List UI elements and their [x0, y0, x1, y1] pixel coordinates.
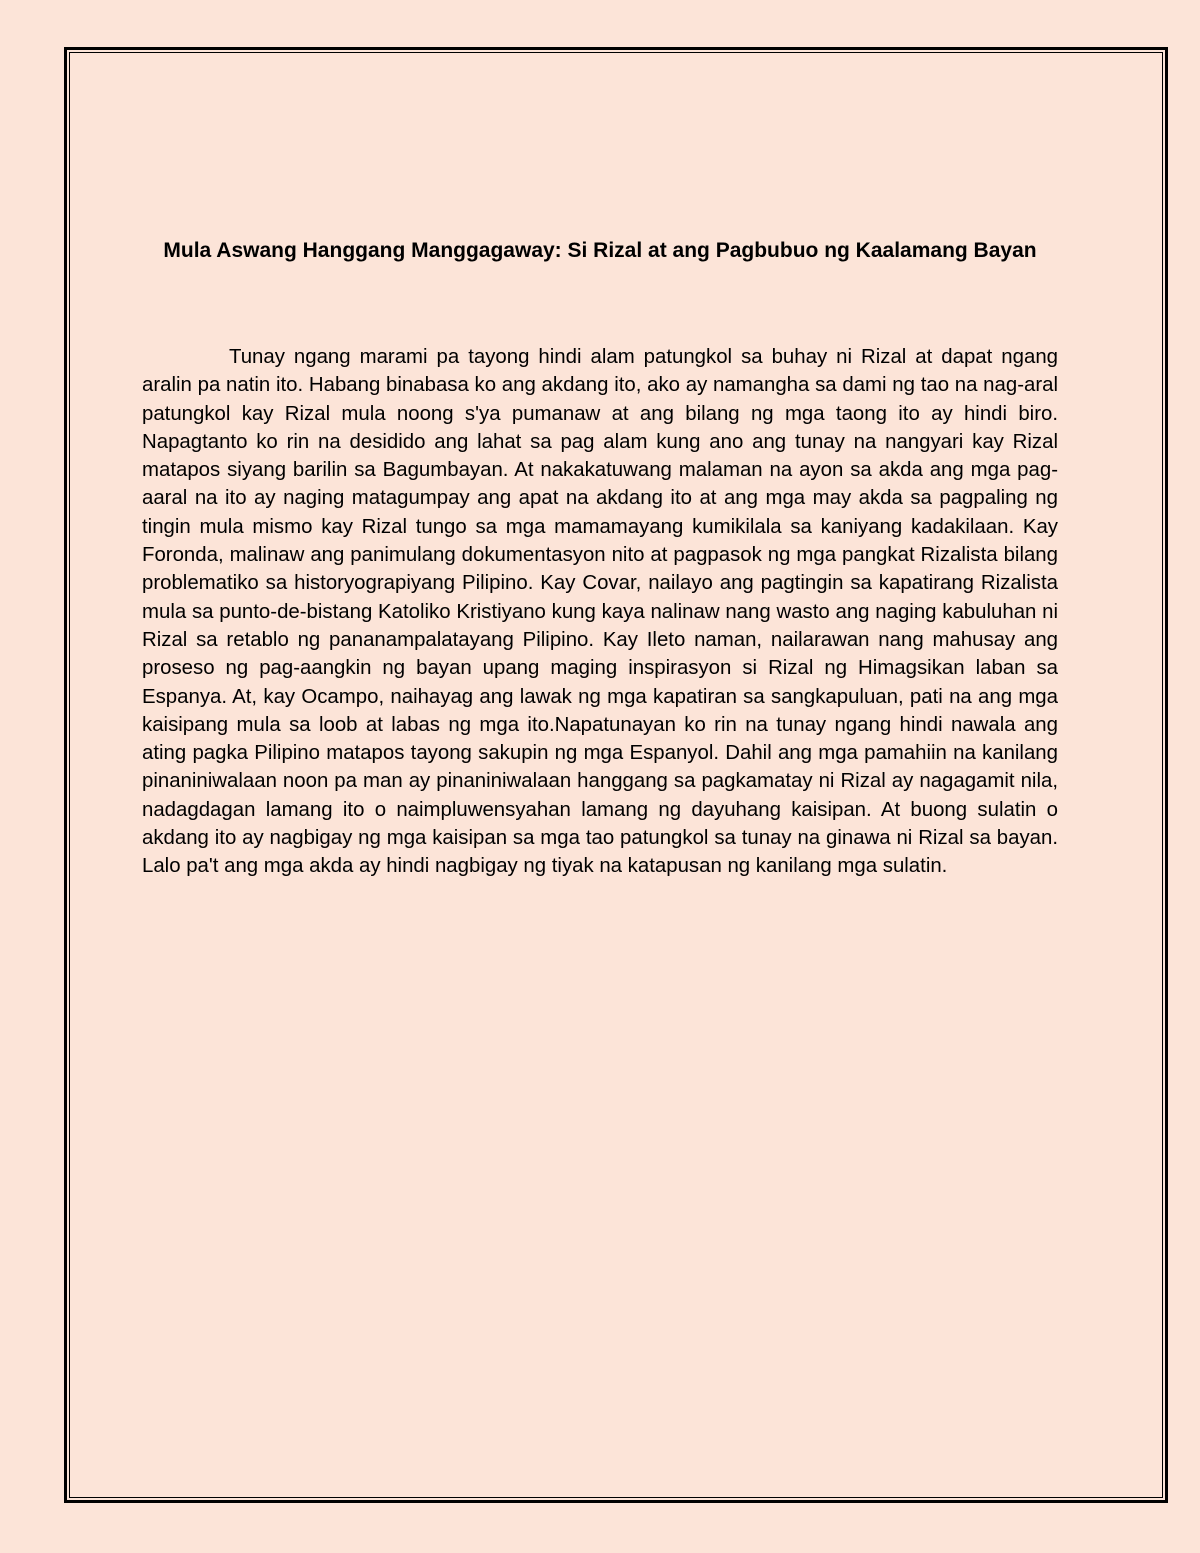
document-title: Mula Aswang Hanggang Manggagaway: Si Rizal at ang Pagbubuo ng Kaalamang Bayan — [163, 239, 1037, 262]
document-body-paragraph: Tunay ngang marami pa tayong hindi alam patungkol sa buhay ni Rizal at dapat ngang aralin pa natin ito. Habang binabasa ko ang akdang ito, ako ay namangha sa dami ng tao na nag-aral patungkol kay Rizal mula noong s'ya pumanaw at ang bilang ng mga taong ito ay hindi biro. Napagtanto ko rin na desidido ang lahat sa pag alam kung ano ang tunay na nangyari kay Rizal matapos siyang barilin sa Bagumbayan. At nakakatuwang malaman na ayon sa akda ang mga pag-aaral na ito ay naging matagumpay ang apat na akdang ito at ang mga may akda sa pagpaling ng tingin mula mismo kay Rizal tungo sa mga mamamayang kumikilala sa kaniyang kadakilaan. Kay Foronda, malinaw ang panimulang dokumentasyon nito at pagpasok ng mga pangkat Rizalista bilang problematiko sa historyograpiyang Pilipino. Kay Covar, nailayo ang pagtingin sa kapatirang Rizalista mula sa punto-de-bistang Katoliko Kristiyano kung kaya nalinaw nang wasto ang naging kabuluhan ni Rizal sa retablo ng pananampalatayang Pilipino. Kay Ileto naman, nailarawan nang mahusay ang proseso ng pag-aangkin ng bayan upang maging inspirasyon si Rizal ng Himagsikan laban sa Espanya. At, kay Ocampo, naihayag ang lawak ng mga kapatiran sa sangkapuluan, pati na ang mga kaisipang mula sa loob at labas ng mga ito.Napatunayan ko rin na tunay ngang hindi nawala ang ating pagka Pilipino matapos tayong sakupin ng mga Espanyol. Dahil ang mga pamahiin na kanilang pinaniniwalaan noon pa man ay pinaniniwalaan hanggang sa pagkamatay ni Rizal ay nagagamit nila, nadagdagan lamang ito o naimpluwensyahan lamang ng dayuhang kaisipan. At buong sulatin o akdang ito ay nagbigay ng mga kaisipan sa mga tao patungkol sa tunay na ginawa ni Rizal sa bayan. Lalo pa't ang mga akda ay hindi nagbigay ng tiyak na katapusan ng kanilang mga sulatin. — [142, 346, 1058, 878]
